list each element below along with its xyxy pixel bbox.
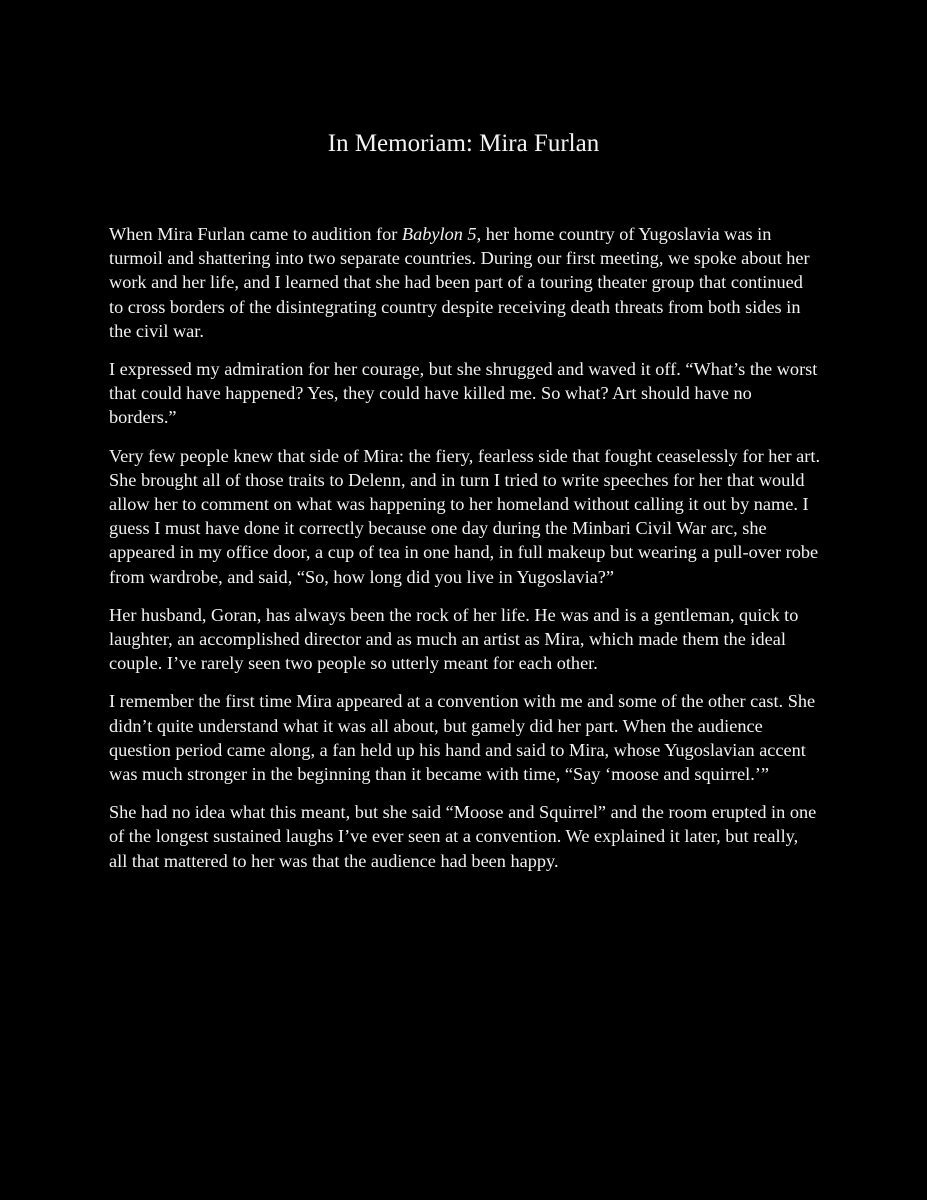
paragraph-audition-rest: , her home country of Yugoslavia was in turmoil and shattering into two separate countries. During our first meeting, we spoke about her work and her life, and I learned that she had been part of a touring theater group that continued to cross borders of the disintegrating country despite receiving death threats from both sides in the civil war. bbox=[109, 224, 810, 341]
article-body bbox=[109, 222, 821, 887]
paragraph-moose-squirrel: She had no idea what this meant, but she said “Moose and Squirrel” and the room erupted in one of the longest sustained laughs I’ve ever seen at a convention. We explained it later, but really, all that mattered to her was that the audience had been happy. bbox=[109, 802, 817, 871]
paragraph-courage: I expressed my admiration for her courage, but she shrugged and waved it off. “What’s the worst that could have happened? Yes, they could have killed me. So what? Art should have no borders.” bbox=[109, 359, 818, 428]
paragraph-delenn: Very few people knew that side of Mira: the fiery, fearless side that fought ceaselessly for her art. She brought all of those traits to Delenn, and in turn I tried to write speeches for her that would allow her to comment on what was happening to her homeland without calling it out by name. I guess I must have done it correctly because one day during the Minbari Civil War arc, she appeared in my office door, a cup of tea in one hand, in full makeup but wearing a pull-over robe from wardrobe, and said, “So, how long did you live in Yugoslavia?” bbox=[109, 445, 821, 587]
show-title-italic: Babylon 5 bbox=[401, 224, 477, 244]
paragraph-audition-lead: When Mira Furlan came to audition for bbox=[109, 224, 402, 244]
page-title: In Memoriam: Mira Furlan bbox=[327, 130, 600, 157]
paragraph-goran: Her husband, Goran, has always been the rock of her life. He was and is a gentleman, quick to laughter, an accomplished director and as much an artist as Mira, which made them the ideal couple. I’ve rarely seen two people so utterly meant for each other. bbox=[109, 604, 799, 674]
paragraph-audition bbox=[109, 222, 821, 343]
paragraph-convention: I remember the first time Mira appeared at a convention with me and some of the other cast. She didn’t quite understand what it was all about, but gamely did her part. When the audience question period came along, a fan held up his hand and said to Mira, whose Yugoslavian accent was much stronger in the beginning than it became with time, “Say ‘moose and squirrel.’” bbox=[109, 691, 816, 785]
